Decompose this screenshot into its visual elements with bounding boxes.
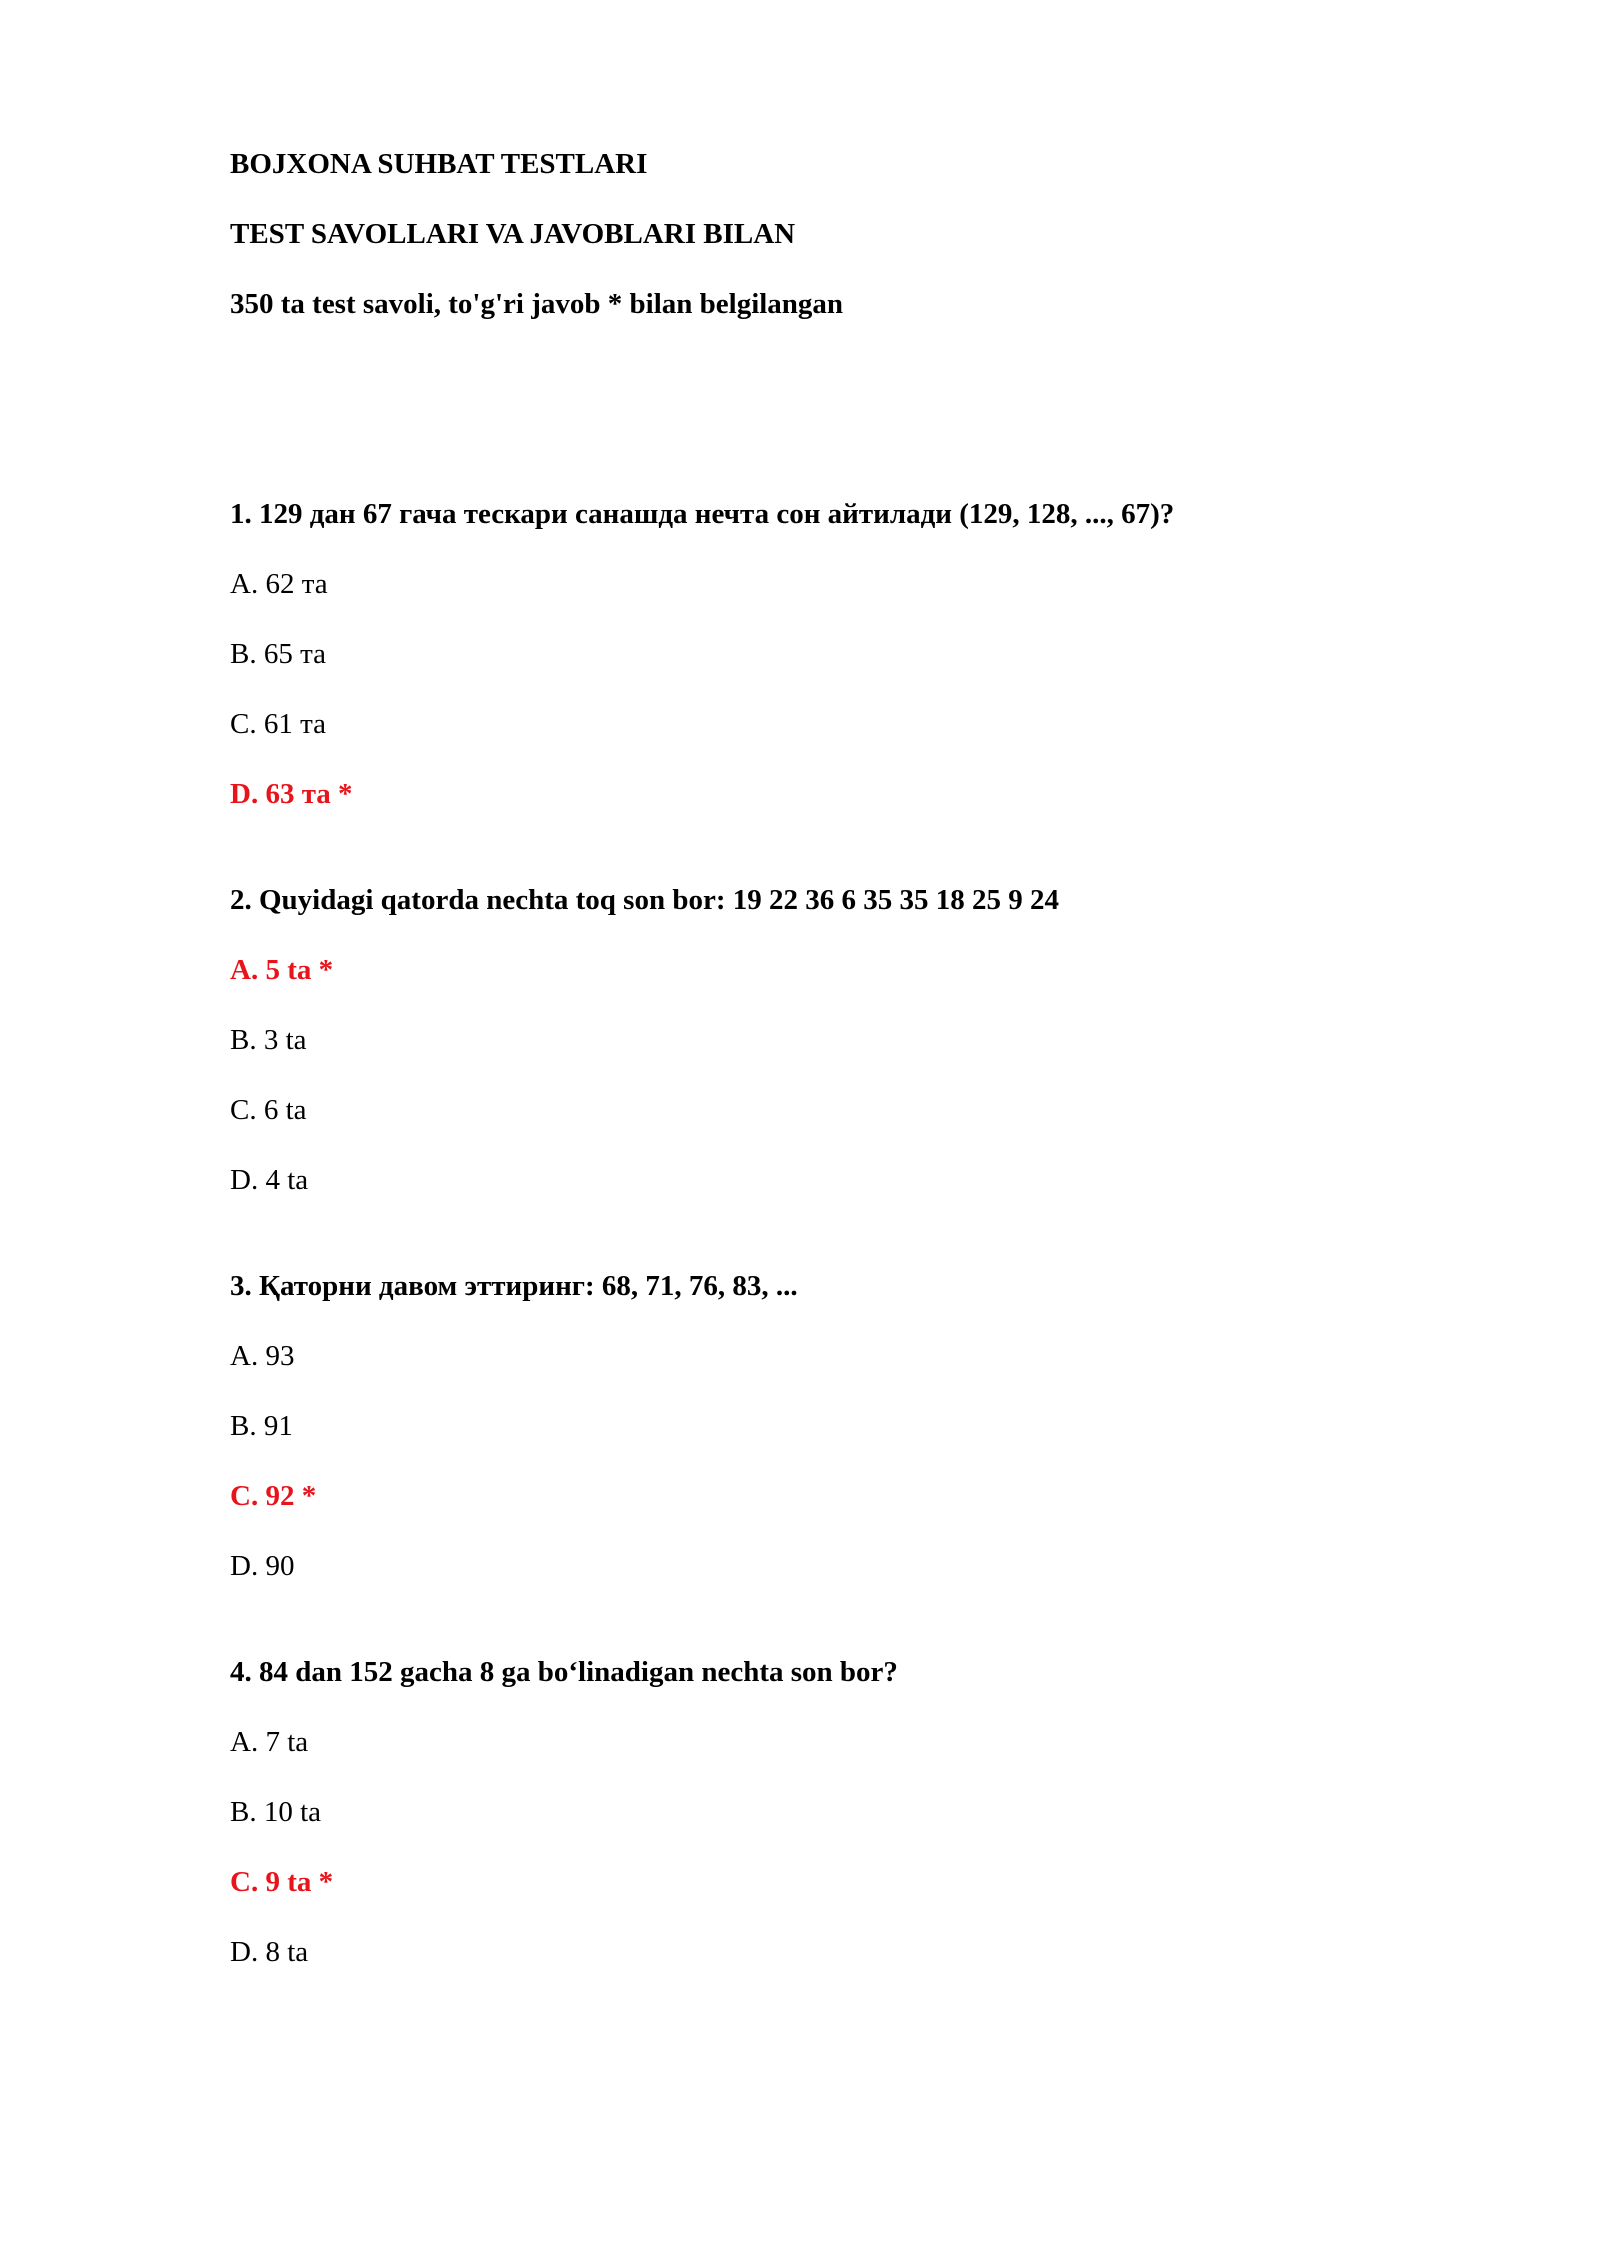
answer-option: B. 10 ta	[230, 1796, 322, 1828]
answer-option: D. 8 ta	[230, 1936, 309, 1968]
correct-answer-option: D. 63 та *	[230, 778, 353, 810]
answer-option: B. 3 ta	[230, 1024, 307, 1056]
question-1	[230, 496, 1430, 812]
question-text: 3. Қаторни давом эттиринг: 68, 71, 76, 83, ...	[230, 1270, 798, 1302]
document-page	[230, 146, 1430, 2040]
question-4	[230, 1654, 1430, 1970]
document-note: 350 ta test savoli, to'g'ri javob * bilan belgilangan	[230, 288, 844, 320]
answer-option: A. 7 ta	[230, 1726, 309, 1758]
answer-option: D. 90	[230, 1550, 295, 1582]
question-text: 4. 84 dan 152 gacha 8 ga bo‘linadigan nechta son bor?	[230, 1656, 898, 1688]
document-title: BOJXONA SUHBAT TESTLARI	[230, 148, 648, 180]
header-spacer	[230, 356, 1430, 496]
answer-option: A. 62 та	[230, 568, 328, 600]
question-text: 2. Quyidagi qatorda nechta toq son bor: 19 22 36 6 35 35 18 25 9 24	[230, 884, 1059, 916]
correct-answer-option: C. 9 ta *	[230, 1866, 334, 1898]
question-2	[230, 882, 1430, 1198]
answer-option: B. 65 та	[230, 638, 326, 670]
answer-option: C. 6 ta	[230, 1094, 307, 1126]
answer-option: A. 93	[230, 1340, 295, 1372]
question-text: 1. 129 дан 67 гача тескари санашда нечта сон айтилади (129, 128, ..., 67)?	[230, 498, 1175, 530]
correct-answer-option: C. 92 *	[230, 1480, 317, 1512]
answer-option: C. 61 та	[230, 708, 326, 740]
question-3	[230, 1268, 1430, 1584]
document-subtitle: TEST SAVOLLARI VA JAVOBLARI BILAN	[230, 218, 796, 250]
answer-option: B. 91	[230, 1410, 293, 1442]
correct-answer-option: A. 5 ta *	[230, 954, 334, 986]
answer-option: D. 4 ta	[230, 1164, 309, 1196]
